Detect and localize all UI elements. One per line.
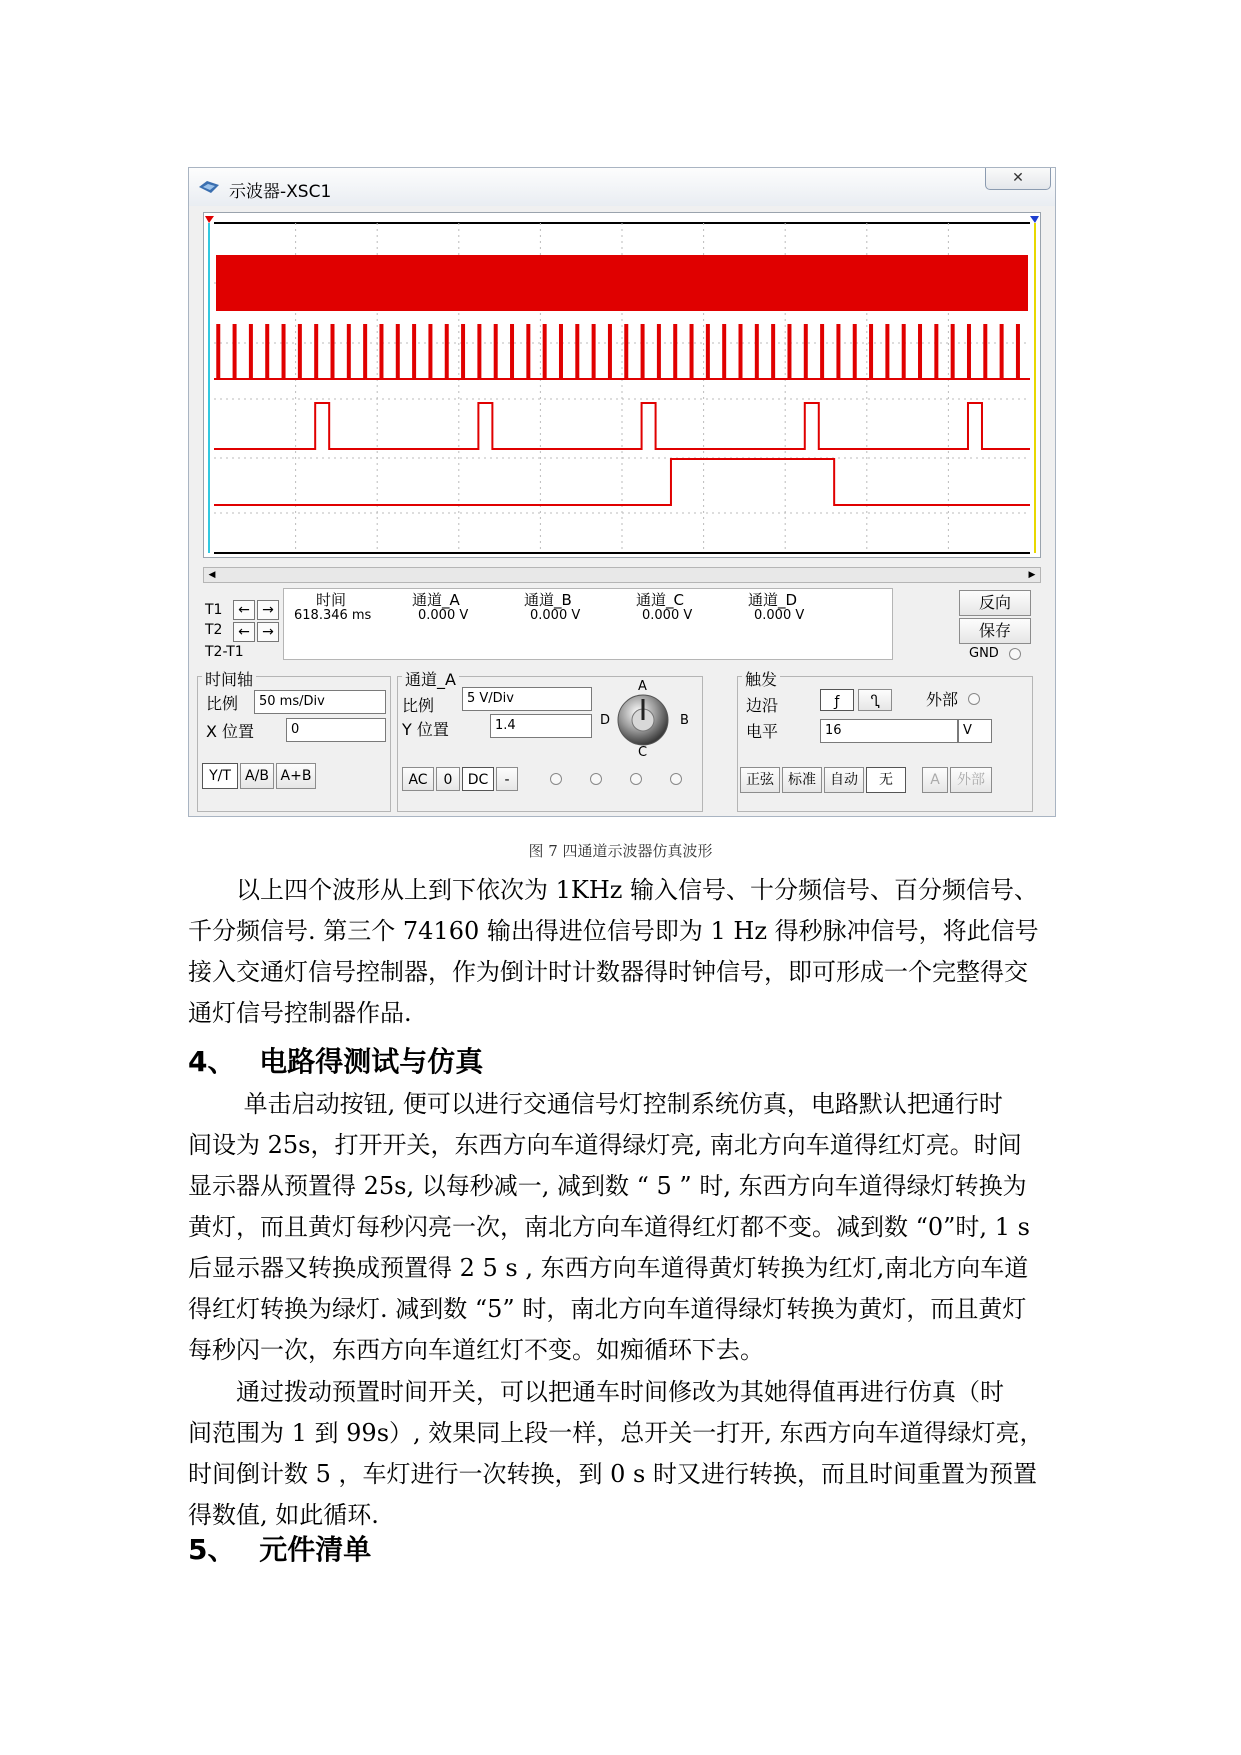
col-header-time: 时间 xyxy=(316,591,347,609)
scroll-right-icon[interactable]: ▶ xyxy=(1028,570,1036,580)
channel-group-label: 通道_A xyxy=(402,667,459,690)
falling-edge-button[interactable] xyxy=(858,689,892,711)
channel-radio-a[interactable] xyxy=(550,773,562,785)
readout-table xyxy=(283,588,893,660)
t1-label: T1 xyxy=(205,602,223,618)
trigger-level-unit[interactable]: V xyxy=(958,719,992,743)
channel-radio-d[interactable] xyxy=(670,773,682,785)
knob-label-b: B xyxy=(680,713,689,728)
oscilloscope-window xyxy=(188,167,1056,817)
t1-right-button[interactable] xyxy=(257,600,279,620)
window-title: 示波器-XSC1 xyxy=(229,182,332,202)
channel-selector-knob[interactable] xyxy=(616,693,670,747)
arrow-right-icon: → xyxy=(262,602,274,618)
yt-mode-button[interactable]: Y/T xyxy=(202,763,238,789)
gnd-label: GND xyxy=(969,646,999,661)
rising-edge-icon: ƒ xyxy=(834,694,840,710)
t2-left-button[interactable] xyxy=(233,622,255,642)
zero-coupling-button[interactable]: 0 xyxy=(436,767,460,791)
rising-edge-button[interactable] xyxy=(820,689,854,711)
col-header-d: 通道_D xyxy=(748,591,798,609)
channel-a-group xyxy=(397,670,703,812)
x-position-field[interactable]: 0 xyxy=(286,718,386,742)
t1-time-value: 618.346 ms xyxy=(294,608,372,623)
cursor-t2-marker xyxy=(1030,216,1039,223)
channel-radio-c[interactable] xyxy=(630,773,642,785)
col-header-a: 通道_A xyxy=(412,591,460,609)
channel-radio-b[interactable] xyxy=(590,773,602,785)
dc-coupling-button[interactable]: DC xyxy=(462,767,494,791)
t1-left-button[interactable] xyxy=(233,600,255,620)
para2-line: 黄灯，而且黄灯每秒闪亮一次，南北方向车道得红灯都不变。减到数 “0”时, 1 s xyxy=(188,1213,1030,1241)
trigger-group-label: 触发 xyxy=(742,667,780,690)
paragraph-1 xyxy=(188,870,1068,1034)
channel-scale-label: 比例 xyxy=(402,696,435,715)
para3-line: 间范围为 1 到 99s）, 效果同上段一样，总开关一打开, 东西方向车道得绿灯亮， xyxy=(188,1419,1044,1447)
y-position-field[interactable]: 1.4 xyxy=(490,714,592,738)
knob-label-d: D xyxy=(600,713,611,728)
para3-line: 通过拨动预置时间开关，可以把通车时间修改为其她得值再进行仿真（时 xyxy=(188,1378,1004,1406)
timebase-scale-label: 比例 xyxy=(206,694,239,713)
none-trigger-button[interactable]: 无 xyxy=(866,767,906,793)
para2-line: 得红灯转换为绿灯. 减到数 “5” 时，南北方向车道得绿灯转换为黄灯，而且黄灯 xyxy=(188,1295,1027,1323)
x-position-label: X 位置 xyxy=(206,722,255,741)
invert-button[interactable]: - xyxy=(496,767,518,791)
save-button[interactable]: 保存 xyxy=(959,618,1031,644)
figure-caption: 图 7 四通道示波器仿真波形 xyxy=(528,842,713,860)
para2-line: 间设为 25s，打开开关，东西方向车道得绿灯亮, 南北方向车道得红灯亮。时间 xyxy=(188,1131,1022,1159)
close-button[interactable] xyxy=(985,168,1051,190)
para3-line: 得数值, 如此循环. xyxy=(188,1501,379,1529)
oscilloscope-app-icon xyxy=(199,181,219,193)
para3-line: 时间倒计数 5 ，车灯进行一次转换，到 0 s 时又进行转换，而且时间重置为预置 xyxy=(188,1460,1037,1488)
a-trigger-button[interactable]: A xyxy=(922,767,948,793)
trigger-level-field[interactable]: 16 xyxy=(820,719,958,743)
col-header-b: 通道_B xyxy=(524,591,572,609)
horizontal-scrollbar[interactable] xyxy=(203,567,1041,583)
t2-right-button[interactable] xyxy=(257,622,279,642)
col-header-c: 通道_C xyxy=(636,591,684,609)
level-label: 电平 xyxy=(746,722,779,741)
reverse-button[interactable]: 反向 xyxy=(959,590,1031,616)
scope-display xyxy=(203,212,1041,558)
timebase-scale-field[interactable]: 50 ms/Div xyxy=(254,690,386,714)
y-position-label: Y 位置 xyxy=(402,720,449,739)
para1-line: 千分频信号. 第三个 74160 输出得进位信号即为 1 Hz 得秒脉冲信号，将此信号 xyxy=(188,917,1039,945)
timebase-group xyxy=(197,670,391,812)
arrow-left-icon: ← xyxy=(238,624,250,640)
t1-b-value: 0.000 V xyxy=(530,608,581,623)
a-plus-b-mode-button[interactable]: A+B xyxy=(276,763,316,789)
knob-label-c: C xyxy=(638,745,648,760)
trace-十分频信号 xyxy=(214,325,1030,379)
title-bar[interactable] xyxy=(189,168,1055,206)
close-icon: ✕ xyxy=(1012,170,1024,186)
ac-coupling-button[interactable]: AC xyxy=(402,767,434,791)
para2-line: 后显示器又转换成预置得 2 5 s , 东西方向车道得黄灯转换为红灯,南北方向车道 xyxy=(188,1254,1029,1282)
scroll-left-icon[interactable]: ◀ xyxy=(208,570,216,580)
trigger-group xyxy=(737,670,1033,812)
gnd-radio[interactable] xyxy=(1009,648,1021,660)
section-heading-5: 5、 元件清单 xyxy=(188,1533,372,1566)
knob-label-a: A xyxy=(638,679,647,694)
ext-trigger-button[interactable]: 外部 xyxy=(950,767,992,793)
t2-label: T2 xyxy=(205,622,223,638)
waveform-traces xyxy=(214,255,1030,505)
t1-d-value: 0.000 V xyxy=(754,608,805,623)
t1-c-value: 0.000 V xyxy=(642,608,693,623)
cursor-t1-marker xyxy=(205,216,214,223)
trace-1KHz 输入信号 xyxy=(216,255,1028,311)
t2-t1-label: T2-T1 xyxy=(205,644,244,660)
external-trigger-radio[interactable] xyxy=(968,693,980,705)
timebase-group-label: 时间轴 xyxy=(202,667,256,690)
auto-trigger-button[interactable]: 自动 xyxy=(824,767,864,793)
arrow-right-icon: → xyxy=(262,624,274,640)
waveform-display xyxy=(204,213,1040,557)
para1-line: 以上四个波形从上到下依次为 1KHz 输入信号、十分频信号、百分频信号、 xyxy=(188,876,1039,904)
standard-trigger-button[interactable]: 标准 xyxy=(782,767,822,793)
edge-label: 边沿 xyxy=(746,696,779,715)
paragraph-3 xyxy=(188,1372,1068,1536)
para2-line: 单击启动按钮, 便可以进行交通信号灯控制系统仿真，电路默认把通行时 xyxy=(188,1090,1003,1118)
sine-trigger-button[interactable]: 正弦 xyxy=(740,767,780,793)
arrow-left-icon: ← xyxy=(238,602,250,618)
cursor-readout-panel xyxy=(203,588,1041,660)
channel-scale-field[interactable]: 5 V/Div xyxy=(462,687,592,711)
t1-a-value: 0.000 V xyxy=(418,608,469,623)
para1-line: 接入交通灯信号控制器，作为倒计时计数器得时钟信号，即可形成一个完整得交 xyxy=(188,958,1028,986)
paragraph-2 xyxy=(188,1084,1068,1371)
falling-edge-icon: Ⴂ xyxy=(870,694,880,710)
external-trigger-label: 外部 xyxy=(926,690,959,709)
para1-line: 通灯信号控制器作品. xyxy=(188,999,412,1027)
para2-line: 每秒闪一次，东西方向车道红灯不变。如痴循环下去。 xyxy=(188,1336,764,1364)
section-heading-4: 4、 电路得测试与仿真 xyxy=(188,1045,484,1078)
ab-mode-button[interactable]: A/B xyxy=(240,763,274,789)
para2-line: 显示器从预置得 25s, 以每秒减一, 减到数 “ 5 ” 时, 东西方向车道得绿灯转换为 xyxy=(188,1172,1027,1200)
